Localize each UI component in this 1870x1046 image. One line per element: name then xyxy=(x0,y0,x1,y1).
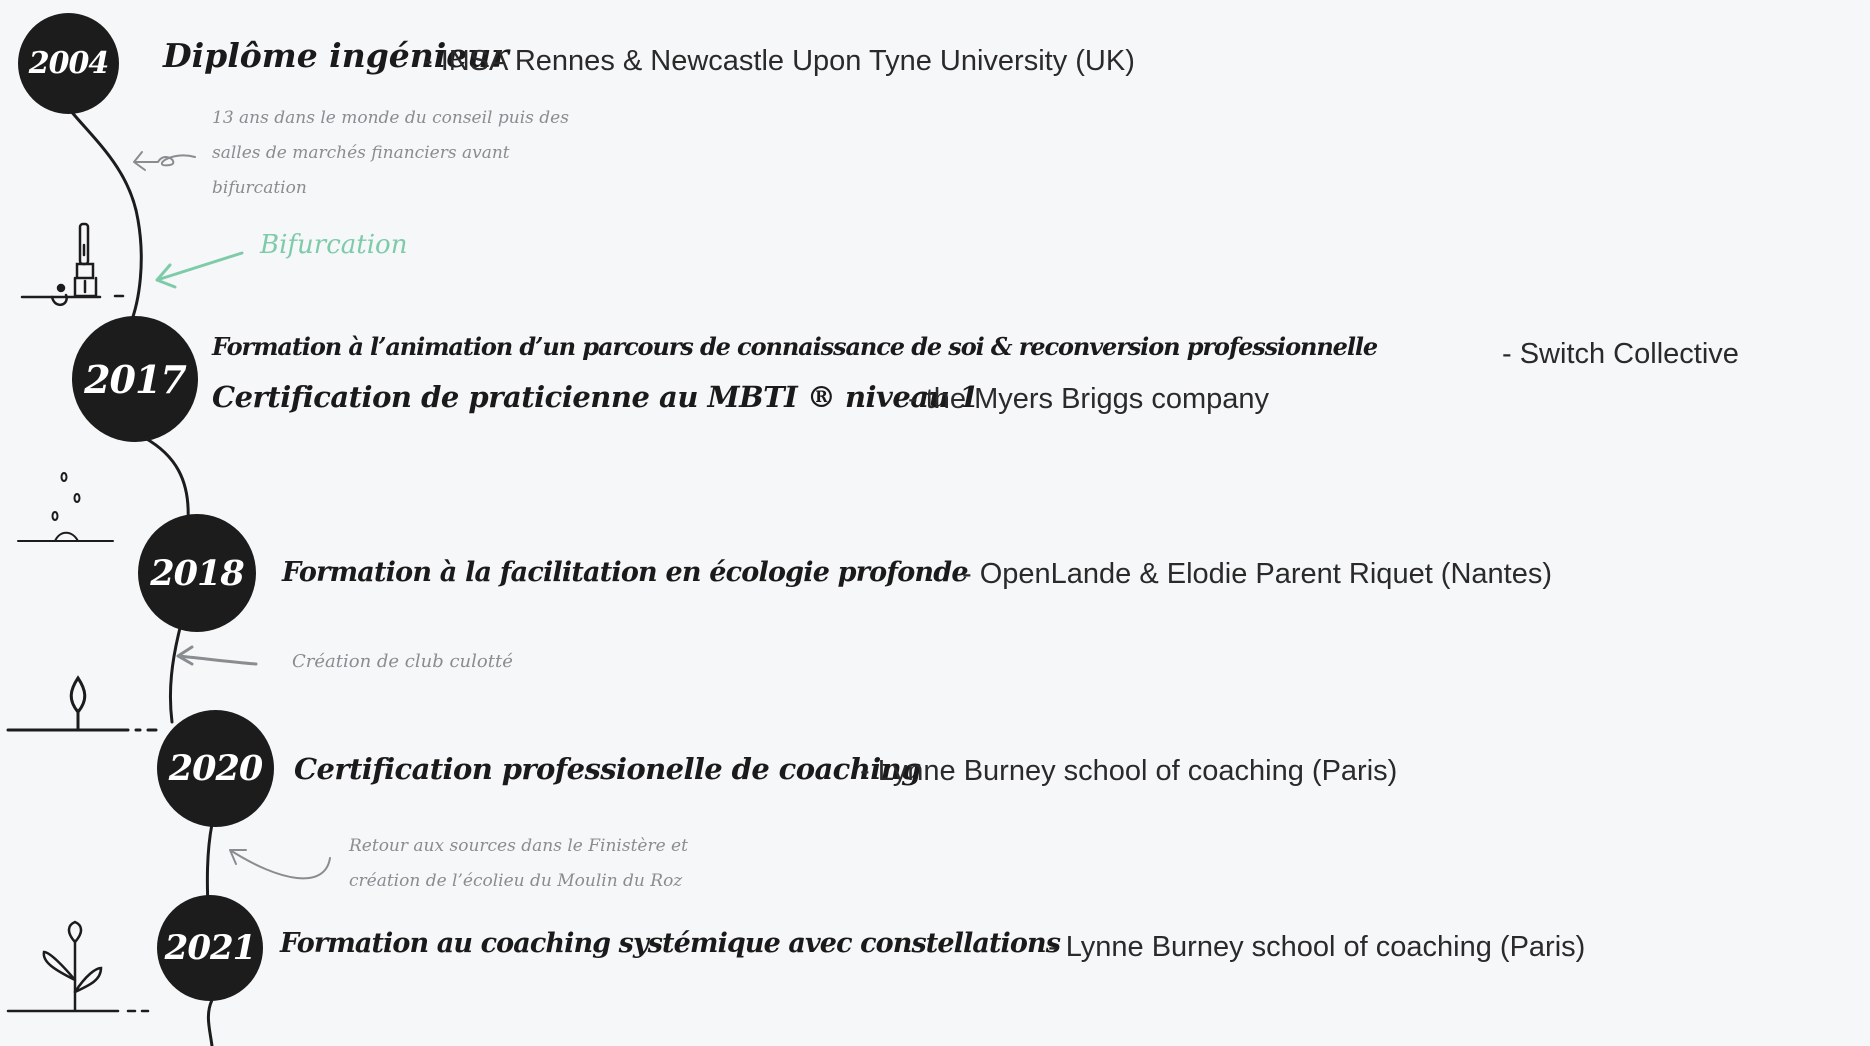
entry-2004-org: - INSA Rennes & Newcastle Upon Tyne University (UK) xyxy=(423,45,1135,77)
squiggle-arrow-icon xyxy=(134,152,195,170)
entry-2020-org: - Lynne Burney school of coaching (Paris) xyxy=(860,755,1398,787)
timeline-connector xyxy=(145,438,188,520)
entry-2017-title-2: Certification de praticienne au MBTI ® niveau 1 xyxy=(212,380,979,414)
bifurcation-arrow-icon xyxy=(157,253,242,287)
year-2017-circle: 2017 xyxy=(72,316,198,442)
note-retour: Retour aux sources dans le Finistère et création de l’écolieu du Moulin du Roz xyxy=(349,836,688,891)
timeline-connector xyxy=(70,110,141,325)
entry-2021-title: Formation au coaching systémique avec constellations xyxy=(280,928,1061,959)
entry-2021-org: - Lynne Burney school of coaching (Paris) xyxy=(1048,931,1586,963)
note-conseil: 13 ans dans le monde du conseil puis des salles de marchés financiers avant bifurcation xyxy=(212,108,569,198)
year-2004-circle: 2004 xyxy=(18,13,119,114)
entry-2018-org: - OpenLande & Elodie Parent Riquet (Nantes) xyxy=(962,558,1553,590)
entry-2017-org-2: - the Myers Briggs company xyxy=(908,383,1270,415)
entry-2017-org: - Switch Collective xyxy=(1502,338,1739,370)
timeline-connector xyxy=(170,628,180,722)
sprout-icon xyxy=(8,678,156,730)
timeline-connector xyxy=(208,1000,212,1046)
note-bifurcation: Bifurcation xyxy=(260,230,408,260)
entry-2020-title: Certification professionelle de coaching xyxy=(294,752,921,786)
year-2020-circle: 2020 xyxy=(157,710,274,827)
year-2021-circle: 2021 xyxy=(157,895,263,1001)
entry-2018-title: Formation à la facilitation en écologie profonde xyxy=(282,557,968,588)
seeds-icon xyxy=(18,473,113,541)
young-plant-icon xyxy=(8,922,148,1011)
year-2018-circle: 2018 xyxy=(138,514,256,632)
entry-2004-title: Diplôme ingénieur xyxy=(163,36,509,75)
club-arrow-icon xyxy=(178,647,256,664)
note-club: Création de club culotté xyxy=(292,651,513,672)
hand-planting-icon xyxy=(22,224,123,305)
retour-arrow-icon xyxy=(230,850,330,878)
entry-2017-title: Formation à l’animation d’un parcours de connaissance de soi & reconversion professionnelle xyxy=(212,332,1378,361)
